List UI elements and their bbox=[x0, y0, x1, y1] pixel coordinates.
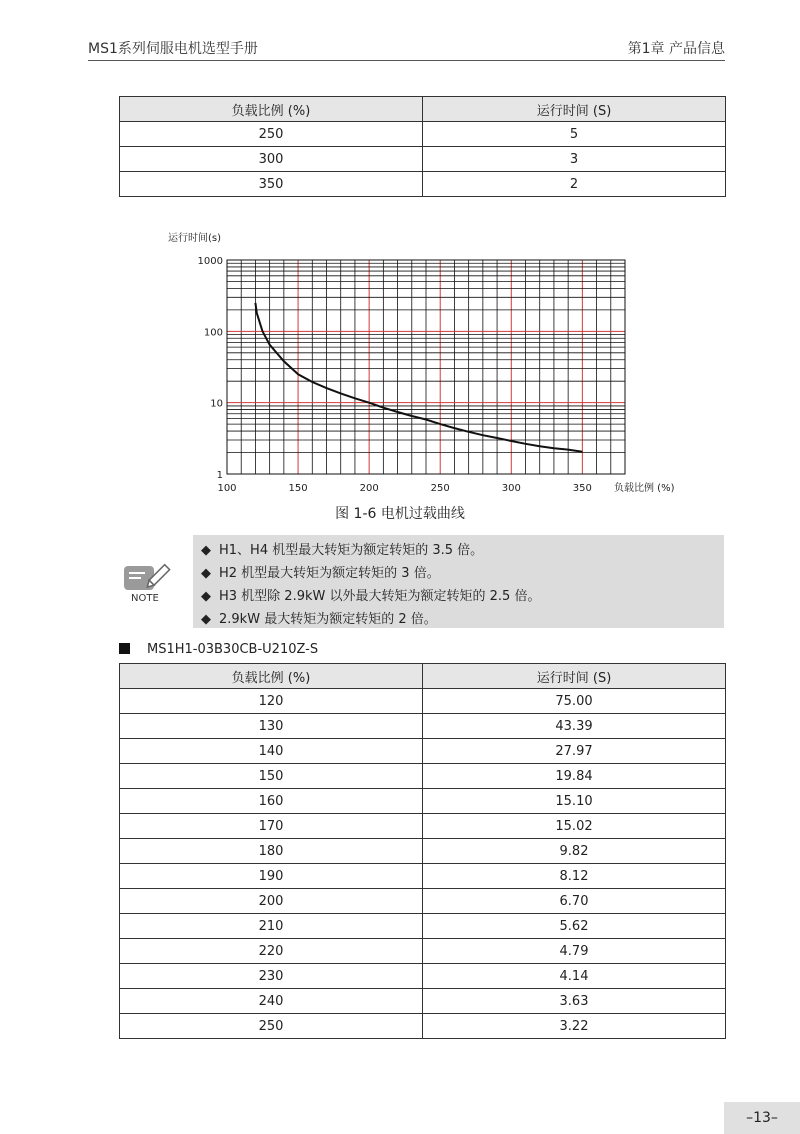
cell-load: 180 bbox=[120, 839, 423, 864]
diamond-bullet-icon: ◆ bbox=[201, 612, 211, 627]
x-tick-label: 200 bbox=[359, 483, 379, 494]
diamond-bullet-icon: ◆ bbox=[201, 566, 211, 581]
note-item: ◆ H3 机型除 2.9kW 以外最大转矩为额定转矩的 2.5 倍。 bbox=[201, 589, 541, 604]
cell-load: 230 bbox=[120, 964, 423, 989]
note-label: NOTE bbox=[131, 593, 159, 604]
cell-time: 27.97 bbox=[423, 739, 726, 764]
overload-curve-chart bbox=[160, 225, 700, 500]
cell-time: 3.22 bbox=[423, 1014, 726, 1039]
cell-load: 300 bbox=[120, 147, 423, 172]
cell-load: 240 bbox=[120, 989, 423, 1014]
y-axis-label: 运行时间(s) bbox=[168, 233, 222, 244]
table-row bbox=[120, 839, 726, 864]
manual-title: MS1系列伺服电机选型手册 bbox=[88, 41, 258, 57]
cell-time: 15.02 bbox=[423, 814, 726, 839]
table-row bbox=[120, 889, 726, 914]
cell-time: 3 bbox=[423, 147, 726, 172]
table-row bbox=[120, 789, 726, 814]
overload-curve-line bbox=[255, 303, 582, 452]
note-item: ◆ H1、H4 机型最大转矩为额定转矩的 3.5 倍。 bbox=[201, 543, 484, 558]
cell-load: 200 bbox=[120, 889, 423, 914]
page-number: –13– bbox=[724, 1102, 800, 1134]
cell-load: 350 bbox=[120, 172, 423, 197]
page-header bbox=[88, 36, 725, 61]
column-header-time: 运行时间 (S) bbox=[423, 97, 726, 122]
overload-table-summary bbox=[119, 96, 726, 197]
table-header-row bbox=[120, 97, 726, 122]
table-row bbox=[120, 739, 726, 764]
table-row bbox=[120, 814, 726, 839]
table-row bbox=[120, 714, 726, 739]
column-header-load: 负载比例 (%) bbox=[120, 97, 423, 122]
table-row bbox=[120, 914, 726, 939]
x-tick-label: 350 bbox=[572, 483, 592, 494]
cell-load: 250 bbox=[120, 122, 423, 147]
y-tick-label: 100 bbox=[203, 327, 223, 339]
cell-time: 2 bbox=[423, 172, 726, 197]
y-tick-label: 10 bbox=[210, 398, 223, 410]
cell-time: 6.70 bbox=[423, 889, 726, 914]
cell-load: 190 bbox=[120, 864, 423, 889]
y-tick-label: 1 bbox=[216, 470, 223, 481]
cell-time: 8.12 bbox=[423, 864, 726, 889]
table-row bbox=[120, 864, 726, 889]
diamond-bullet-icon: ◆ bbox=[201, 589, 211, 604]
table-row bbox=[120, 989, 726, 1014]
table-row bbox=[120, 764, 726, 789]
cell-time: 3.63 bbox=[423, 989, 726, 1014]
cell-load: 250 bbox=[120, 1014, 423, 1039]
cell-time: 5 bbox=[423, 122, 726, 147]
table-row bbox=[120, 964, 726, 989]
y-tick-label: 1000 bbox=[197, 256, 223, 267]
note-item: ◆ 2.9kW 最大转矩为额定转矩的 2 倍。 bbox=[201, 612, 437, 627]
x-tick-label: 150 bbox=[288, 483, 308, 494]
note-item: ◆ H2 机型最大转矩为额定转矩的 3 倍。 bbox=[201, 566, 440, 581]
cell-time: 43.39 bbox=[423, 714, 726, 739]
cell-time: 4.79 bbox=[423, 939, 726, 964]
cell-load: 160 bbox=[120, 789, 423, 814]
x-axis-label: 负载比例 (%) bbox=[614, 483, 675, 494]
x-tick-labels bbox=[217, 483, 591, 494]
cell-load: 210 bbox=[120, 914, 423, 939]
table-row bbox=[120, 939, 726, 964]
table-row bbox=[120, 689, 726, 714]
x-tick-label: 300 bbox=[501, 483, 521, 494]
note-box bbox=[193, 535, 724, 628]
cell-time: 4.14 bbox=[423, 964, 726, 989]
column-header-time: 运行时间 (S) bbox=[423, 664, 726, 689]
table-row bbox=[120, 1014, 726, 1039]
diamond-bullet-icon: ◆ bbox=[201, 543, 211, 558]
table-row bbox=[120, 122, 726, 147]
cell-time: 75.00 bbox=[423, 689, 726, 714]
chapter-title: 第1章 产品信息 bbox=[627, 41, 725, 57]
overload-table-model bbox=[119, 663, 726, 1039]
cell-time: 19.84 bbox=[423, 764, 726, 789]
cell-load: 220 bbox=[120, 939, 423, 964]
table-header-row bbox=[120, 664, 726, 689]
x-tick-label: 100 bbox=[217, 483, 237, 494]
figure-caption: 图 1-6 电机过载曲线 bbox=[335, 506, 465, 522]
cell-load: 140 bbox=[120, 739, 423, 764]
cell-time: 5.62 bbox=[423, 914, 726, 939]
table-row bbox=[120, 147, 726, 172]
note-pencil-icon bbox=[123, 560, 175, 592]
x-tick-label: 250 bbox=[430, 483, 450, 494]
cell-load: 120 bbox=[120, 689, 423, 714]
chart-grid bbox=[227, 260, 625, 474]
cell-time: 15.10 bbox=[423, 789, 726, 814]
cell-time: 9.82 bbox=[423, 839, 726, 864]
square-bullet-icon bbox=[119, 643, 130, 654]
cell-load: 150 bbox=[120, 764, 423, 789]
column-header-load: 负载比例 (%) bbox=[120, 664, 423, 689]
model-heading: MS1H1-03B30CB-U210Z-S bbox=[119, 642, 318, 657]
cell-load: 170 bbox=[120, 814, 423, 839]
cell-load: 130 bbox=[120, 714, 423, 739]
y-tick-labels bbox=[198, 256, 223, 481]
table-row bbox=[120, 172, 726, 197]
